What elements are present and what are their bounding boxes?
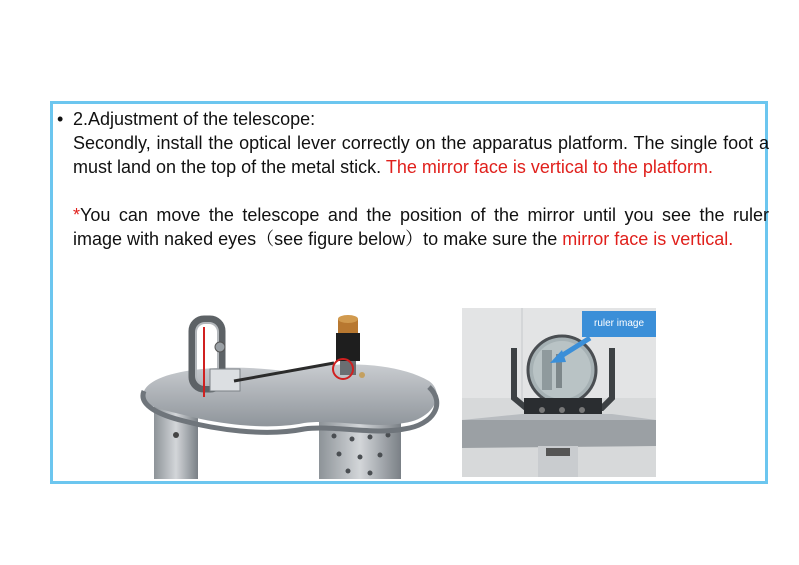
text-block	[57, 107, 769, 251]
asterisk-mark: *	[73, 205, 81, 225]
paragraph-install-text: Secondly, install the optical lever correctly on the apparatus platform. The single foot a must land on the top of the metal stick.	[73, 133, 769, 177]
section-heading: 2.Adjustment of the telescope:	[73, 109, 316, 129]
paragraph-adjust-highlight: mirror face is vertical.	[562, 229, 734, 249]
mirror-photo	[462, 308, 656, 477]
content-frame	[50, 101, 768, 484]
paragraph-install	[73, 131, 769, 179]
paragraph-adjust	[73, 203, 769, 251]
paragraph-install-highlight: The mirror face is vertical to the platform.	[385, 157, 713, 177]
paragraph-adjust-text: You can move the telescope and the position of the mirror until you see the ruler image with naked eyes（see figure below）to make sure the	[73, 205, 769, 249]
bullet-mark: •	[57, 109, 64, 129]
paragraph-gap	[73, 179, 769, 203]
ruler-image-callout: ruler image	[582, 311, 656, 337]
apparatus-photo	[134, 311, 454, 479]
